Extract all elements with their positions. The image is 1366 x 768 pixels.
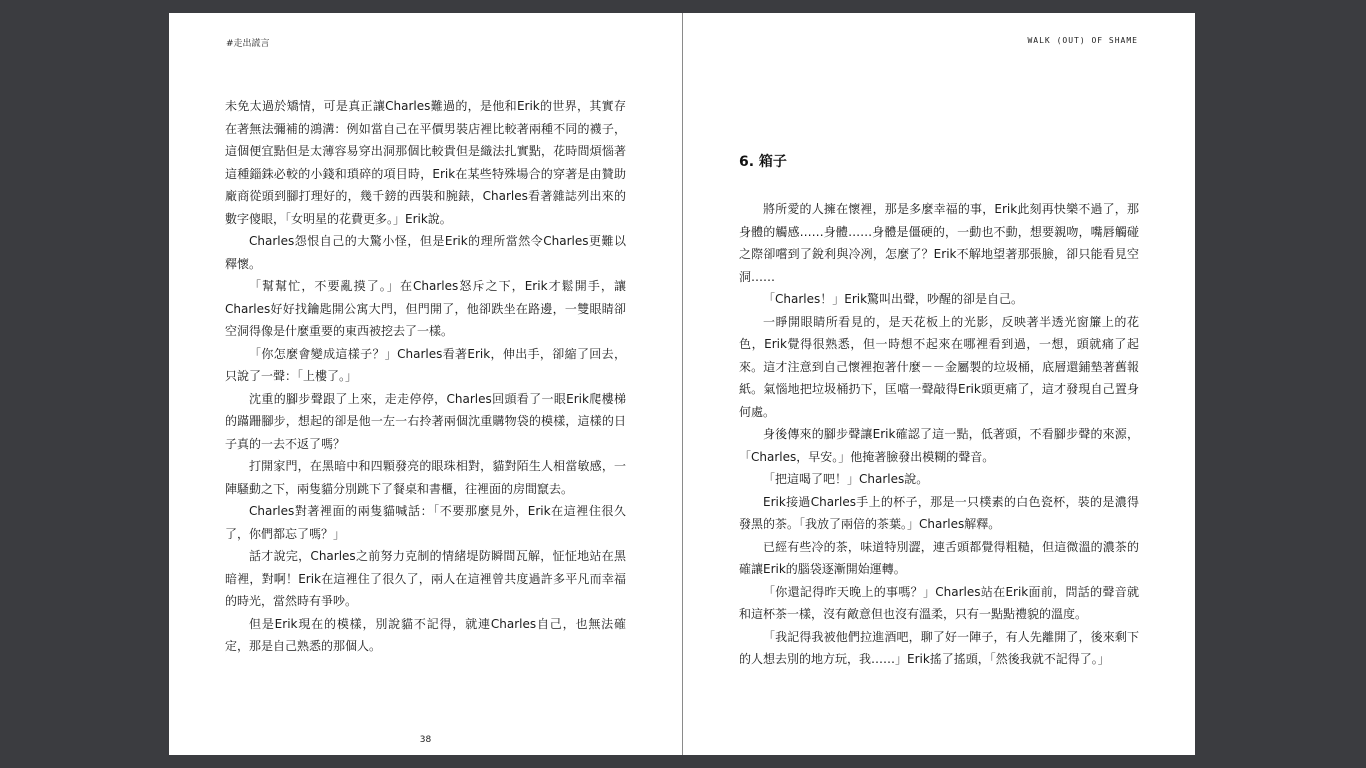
paragraph: 「把這喝了吧！」Charles說。 [763,472,929,486]
paragraph: 「Charles！」Erik驚叫出聲，吵醒的卻是自己。 [763,292,1024,306]
paragraph: Erik接過Charles手上的杯子，那是一只樸素的白色瓷杯，裝的是濃得發黑的茶。「我放了兩倍的茶葉。」Charles解釋。 [739,494,1139,531]
right-page-body [739,198,1139,671]
right-page [683,13,1195,755]
paragraph: 一睜開眼睛所看見的，是天花板上的光影，反映著半透光窗簾上的花色，Erik覺得很熟悉，但一時想不起來在哪裡看到過，一想，頭就痛了起來。這才注意到自己懷裡抱著什麼－－金屬製的垃圾桶，底層還鋪墊著舊報紙。氣惱地把垃圾桶扔下，匡噹一聲敲得Erik頭更痛了，這才發現自己置身何處。 [739,314,1139,419]
right-running-head: WALK (OUT) OF SHAME [1027,36,1138,45]
left-running-head: #走出謊言 [226,39,270,49]
paragraph: Charles對著裡面的兩隻貓喊話：「不要那麼見外，Erik在這裡住很久了，你們都忘了嗎？」 [225,504,626,541]
paragraph: 但是Erik現在的模樣，別說貓不記得，就連Charles自己，也無法確定，那是自己熟悉的那個人。 [225,616,626,653]
left-page-body [225,95,626,658]
paragraph: Charles怨恨自己的大驚小怪，但是Erik的理所當然令Charles更難以釋懷。 [225,234,626,271]
paragraph: 將所愛的人擁在懷裡，那是多麼幸福的事，Erik此刻再快樂不過了，那身體的觸感……身體……身體是僵硬的，一動也不動，想要親吻，嘴唇觸碰之際卻嚐到了銳利與冷冽，怎麼了？Erik不解地望著那張臉，卻只能看見空洞…… [739,202,1139,284]
paragraph: 沈重的腳步聲跟了上來，走走停停，Charles回頭看了一眼Erik爬樓梯的蹣跚腳步，想起的卻是他一左一右拎著兩個沈重購物袋的模樣，這樣的日子真的一去不返了嗎？ [225,391,626,451]
paragraph: 已經有些冷的茶，味道特別澀，連舌頭都覺得粗糙，但這微溫的濃茶的確讓Erik的腦袋逐漸開始運轉。 [739,539,1139,576]
paragraph: 「幫幫忙，不要亂摸了。」在Charles怒斥之下，Erik才鬆開手，讓Charles好好找鑰匙開公寓大門，但門開了，他卻跌坐在路邊，一雙眼睛卻空洞得像是什麼重要的東西被挖去了一樣。 [225,279,626,338]
paragraph: 身後傳來的腳步聲讓Erik確認了這一點，低著頭，不看腳步聲的來源，「Charles，早安。」他掩著臉發出模糊的聲音。 [739,427,1139,464]
paragraph: 打開家門，在黑暗中和四顆發亮的眼珠相對，貓對陌生人相當敏感，一陣騷動之下，兩隻貓分別跳下了餐桌和書櫃，往裡面的房間竄去。 [225,459,626,496]
left-page [169,13,682,755]
paragraph: 「你還記得昨天晚上的事嗎？」Charles站在Erik面前，問話的聲音就和這杯茶一樣，沒有敵意但也沒有溫柔，只有一點點禮貌的溫度。 [739,584,1139,621]
paragraph: 「你怎麼會變成這樣子？」Charles看著Erik，伸出手，卻縮了回去，只說了一聲：「上樓了。」 [225,346,626,383]
paragraph: 未免太過於矯情，可是真正讓Charles難過的，是他和Erik的世界，其實存在著無法彌補的鴻溝：例如當自己在平價男裝店裡比較著兩種不同的襪子，這個便宜點但是太薄容易穿出洞那個比較貴但是織法扎實點，花時間煩惱著這種錙銖必較的小錢和瑣碎的項目時，Erik在某些特殊場合的穿著是由贊助廠商從頭到腳打理好的，幾千鎊的西裝和腕錶，Charles看著雜誌列出來的數字傻眼，「女明星的花費更多。」Erik說。 [225,99,626,226]
chapter-title: 6. 箱子 [739,154,787,170]
paragraph: 話才說完，Charles之前努力克制的情緒堤防瞬間瓦解，怔怔地站在黑暗裡，對啊！Erik在這裡住了很久了，兩人在這裡曾共度過許多平凡而幸福的時光，當然時有爭吵。 [225,549,626,608]
paragraph: 「我記得我被他們拉進酒吧，聊了好一陣子，有人先離開了，後來剩下的人想去別的地方玩，我……」Erik搖了搖頭，「然後我就不記得了。」 [739,629,1139,666]
page-number: 38 [419,735,432,745]
